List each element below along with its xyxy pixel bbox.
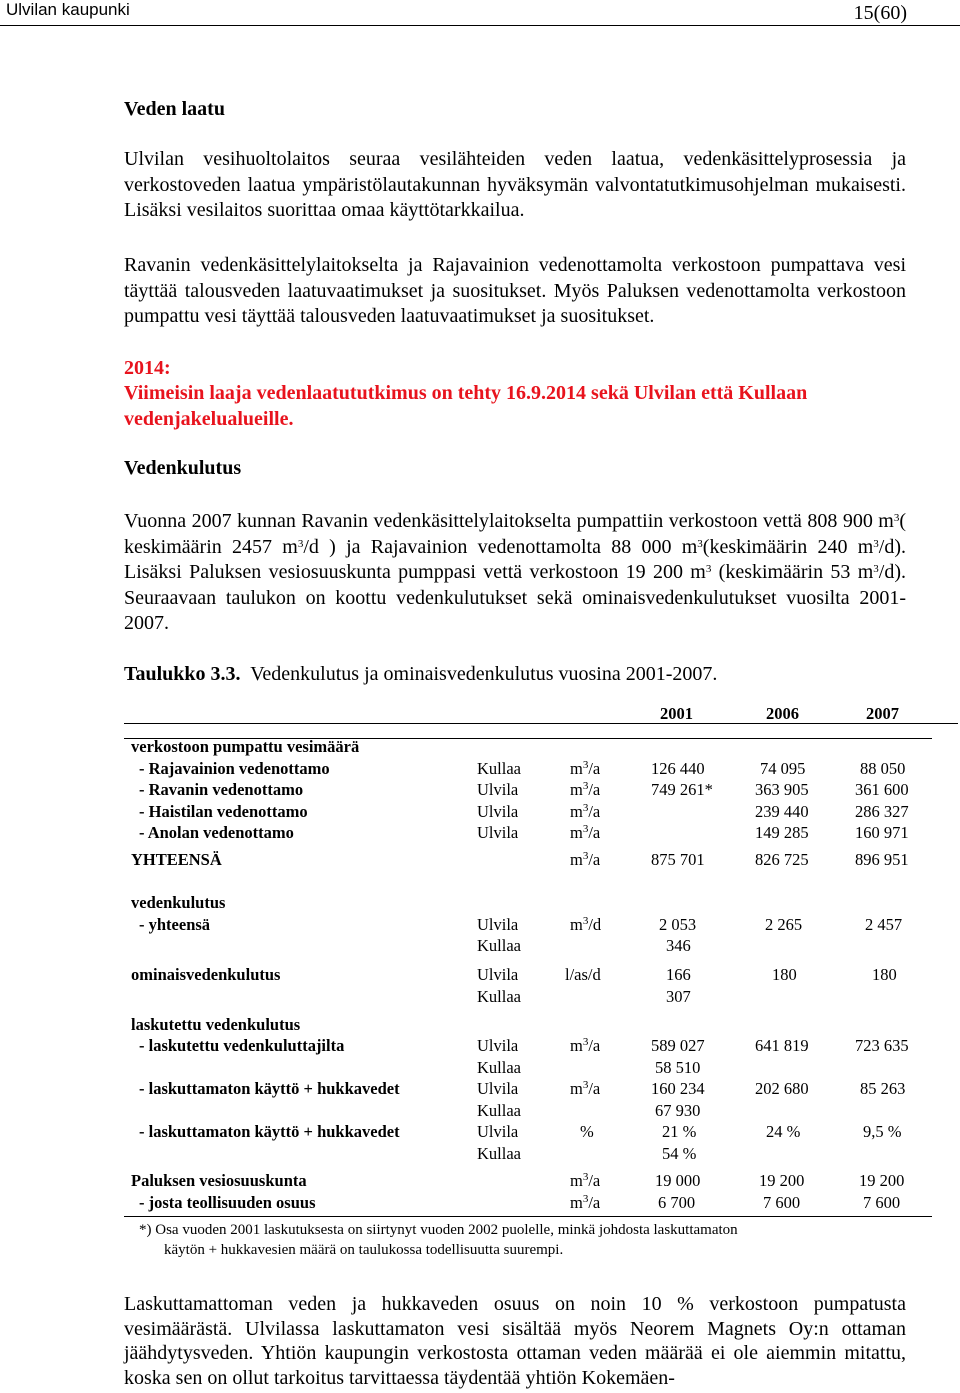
table-top-rule — [124, 723, 958, 724]
section-title-consumption: Vedenkulutus — [124, 457, 242, 479]
paragraph-consumption: Vuonna 2007 kunnan Ravanin vedenkäsittelylaitokselta pumpattiin verkostoon vettä 808 900 $m^3$( keskimäärin 2457 $m^3/d$ ) ja Rajavainion vedenottamolta 88 000 $m^3(keskimäärin$ 240 $m^3/d$). Lisäksi Paluksen vesiosuuskunta pumppasi vettä verkostoon 19 200 $m^3$ (keskimäärin 53 $m^3/d$). Seuraavaan taulukon on koottu vedenkulutukset sekä ominaisvedenkulutukset vuosilta 2001-2007. — [124, 510, 907, 634]
year-header-2001: 2001 — [660, 704, 693, 723]
highlight-note: Viimeisin laaja vedenlaatututkimus on tehty 16.9.2014 sekä Ulvilan että Kullaan vedenjakelualueille. — [124, 382, 808, 430]
group-consumption: vedenkulutus — [131, 893, 226, 912]
footnote-line-1: *) Osa vuoden 2001 laskutuksesta on siirtynyt vuoden 2002 puolelle, minkä johdosta laskuttamaton — [139, 1222, 738, 1238]
page-number: 15(60) — [853, 2, 907, 24]
section-title-water-quality: Veden laatu — [124, 98, 225, 120]
closing-paragraph: Laskuttamattoman veden ja hukkaveden osuus on noin 10 % verkostoon pumpatusta vesimäärästä. Ulvilassa laskuttamaton vesi sisältää myös Neorem Magnets Oy:n ottaman jäähdytysveden. Yhtiön kaupungin verkostosta ottaman veden määrää ei ole aiemmin mitattu, koska sen on ollut tarkoitus tarvittaessa täydentää yhtiön Kokemäen- — [124, 1293, 906, 1389]
year-header-2007: 2007 — [866, 704, 899, 723]
highlight-year: 2014: — [124, 357, 171, 379]
year-header-2006: 2006 — [766, 704, 799, 723]
footnote-line-2: käytön + hukkavesien määrä on taulukossa todellisuutta suurempi. — [164, 1242, 564, 1258]
table-caption: Taulukko 3.3. Vedenkulutus ja ominaisvedenkulutus vuosina 2001-2007. — [124, 663, 718, 685]
paragraph-1: Ulvilan vesihuoltolaitos seuraa vesilähteiden veden laatua, vedenkäsittelyprosessia ja verkostoveden laatua ympäristölautakunnan hyväksymän valvontatutkimusohjelman mukaisesti. Lisäksi vesilaitos suorittaa omaa käyttötarkkailua. — [124, 148, 906, 221]
group-billed: laskutettu vedenkulutus — [131, 1015, 301, 1034]
table-bottom-rule — [124, 1216, 932, 1217]
paragraph-2: Ravanin vedenkäsittelylaitokselta ja Rajavainion vedenottamolta verkostoon pumpattava vesi täyttää talousveden laatuvaatimukset ja suositukset. Myös Paluksen vedenottamolta verkostoon pumpattu vesi täyttää talousveden laatuvaatimukset ja suositukset. — [124, 254, 906, 327]
header-org: Ulvilan kaupunki — [6, 0, 130, 19]
consumption-table: 2001 2006 2007 verkostoon pumpattu vesimäärä - Rajavainion vedenottamo Kullaa $m^3/a$ 126 440 74 095 88 050 - Ravanin vedenottamo Ulvila $m^3/a$ 749 261* 363 905 361 600 - Haistilan vedenottamo Ulvila $m^3/a$ 239 440 286 327 - Anolan vedenottamo Ulvila $m^3/a$ 149 285 160 971 YHTEENSÄ $m^3/a$ 875 701 826 725 896 951 vedenkulutus - yhteensä Ulvila Kullaa $m^3/d$ 2 053 346 2 265 2 457 ominaisvedenkulutus Ulvila Kullaa l/as/d 166 307 180 180 laskutettu vedenkulutus - laskutettu vedenkuluttajilta Ulvila Kullaa $m^3/a$ 589 027 58 510 641 819 723 635 - laskuttamaton käyttö + hukkavedet Ulvila Kullaa $m^3/a$ 160 234 67 930 202 680 85 263 - laskuttamaton käyttö + hukkavedet Ulvila Kullaa % 21 % 54 % 24 % 9,5 % Paluksen vesiosuuskunta $m^3/a$ 19 000 19 200 19 200 - josta teollisuuden osuus $m^3/a$ 6 700 7 600 7 600 *) Osa vuoden 2001 laskutuksesta on siirtynyt vuoden 2002 puolelle, minkä johdosta laskuttamaton käytön + hukkavesien määrä on taulukossa todellisuutta suurempi. — [0, 0, 960, 1393]
group-pumped: verkostoon pumpattu vesimäärä — [131, 737, 360, 756]
